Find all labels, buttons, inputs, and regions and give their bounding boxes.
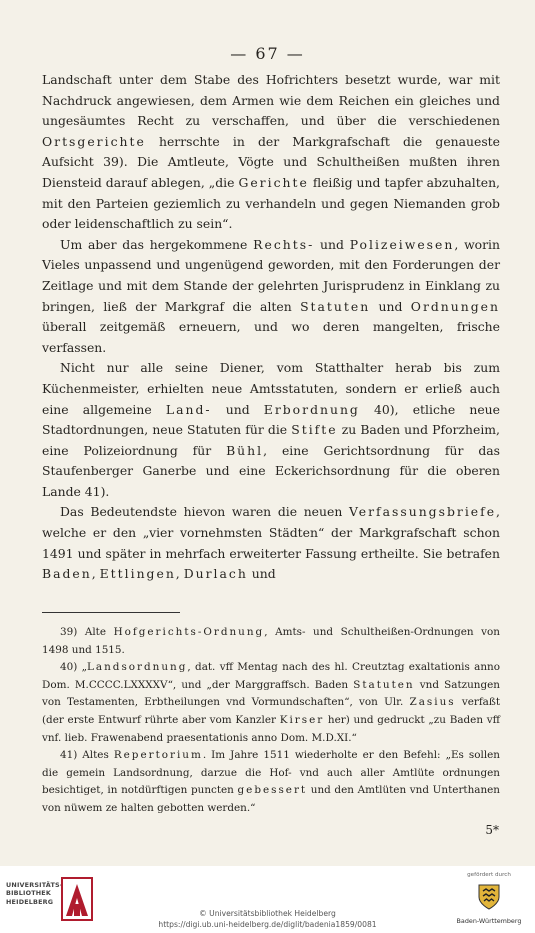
library-logo-line: UNIVERSITÄTS- <box>6 881 63 889</box>
footnotes <box>42 624 500 818</box>
text-run: . Im Jahre 1511 wiederholte er den Befehl: „Es sollen die gemein Landsordnung, darzue die Hof- vnd auch aller Amtlüte ordnungen besichtiget, in notdürftigen puncten <box>42 749 500 797</box>
spaced-emphasis: Statuten <box>300 298 371 314</box>
spaced-emphasis: Repertorium <box>113 749 203 762</box>
text-run: und <box>247 566 276 582</box>
spaced-emphasis: Ordnungen <box>410 298 500 314</box>
text-run: 40) „ <box>60 661 88 674</box>
library-emblem-icon <box>60 876 94 922</box>
text-run: , dat. vff Mentag nach des hl. Creutztag exaltationis anno Dom. M.CCCC.LXXXXV“, und „der Marggraffsch. Baden <box>42 661 500 691</box>
text-run: , welche er den „vier vornehmsten Städten“ der Markgrafschaft schon 1491 und später in mehrfach erweiterter Fassung ertheilte. Sie betrafen <box>42 504 500 561</box>
funded-by-text: gefördert durch <box>467 872 511 878</box>
paragraph <box>42 235 500 359</box>
spaced-emphasis: Stifte <box>291 422 338 438</box>
page-number: — 67 — <box>230 44 305 63</box>
text-run: und <box>314 236 350 252</box>
spaced-emphasis: Zasius <box>409 696 456 709</box>
spaced-emphasis: Rechts- <box>253 236 315 252</box>
spaced-emphasis: Erbordnung <box>263 401 360 417</box>
text-run: überall zeitgemäß erneuern, und wo deren mangelten, frische verfassen. <box>42 319 500 355</box>
paragraph <box>42 358 500 502</box>
text-run: zu Baden und Pforzheim, eine Polizeiordnung für <box>42 422 500 458</box>
signature-mark: 5* <box>485 823 499 837</box>
text-run: vnd Satzungen von Testamenten, Erbtheilungen vnd Vormundschaften“, von Ulr. <box>42 678 500 709</box>
paragraph <box>42 502 500 584</box>
spaced-emphasis: Baden <box>42 566 92 582</box>
text-run: Das Bedeutendste hievon waren die neuen <box>60 504 349 520</box>
text-run: , worin Vieles unpassend und ungenügend geworden, mit den Forderungen der Zeitlage und mit dem Stande der gelehrten Jurisprudenz in Einklang zu bringen, ließ der Markgraf die alten <box>42 236 501 314</box>
copyright-text: © Universitätsbibliothek Heidelberg <box>199 909 336 918</box>
spaced-emphasis: Landsordnung <box>87 661 188 674</box>
library-logo-line: BIBLIOTHEK <box>6 889 52 898</box>
body-text <box>42 70 500 585</box>
text-run: , <box>175 566 184 582</box>
text-run: und <box>211 401 264 417</box>
text-run: und <box>370 298 411 314</box>
spaced-emphasis: Durlach <box>183 566 248 582</box>
spaced-emphasis: Bühl <box>226 442 264 458</box>
source-url-link[interactable]: https://digi.ub.uni-heidelberg.de/diglit/badenia1859/0081 <box>158 920 377 929</box>
text-run: , <box>91 566 100 582</box>
spaced-emphasis: gebessert <box>237 784 308 797</box>
library-logo <box>6 875 98 927</box>
spaced-emphasis: Kirser <box>279 713 325 726</box>
spaced-emphasis: Gerichte <box>238 174 309 190</box>
text-run: Landschaft unter dem Stabe des Hofrichters besetzt wurde, war mit Nachdruck angewiesen, dem Armen wie dem Reichen ein gleiches und ungesäumtes Recht zu verschaffen, und über die verschiedenen <box>42 72 500 129</box>
footnote <box>42 747 500 817</box>
spaced-emphasis: Hofgerichts-Ordnung <box>113 626 265 638</box>
spaced-emphasis: Polizeiwesen <box>349 236 455 252</box>
text-run: 41) Altes <box>60 749 114 762</box>
text-run: Nicht nur alle seine Diener, vom Statthalter herab bis zum Küchenmeister, erhielten neue Amtsstatuten, sondern er erließ auch eine allgemeine <box>42 360 500 417</box>
text-run: fleißig und tapfer abzuhalten, mit den Parteien geziemlich zu verhandeln und gegen Niemanden grob oder leidenschaftlich zu sein“. <box>42 174 500 232</box>
footer-credits <box>110 908 425 930</box>
footnote <box>42 624 500 659</box>
spaced-emphasis: Verfassungsbriefe <box>348 504 497 520</box>
text-run: , eine Gerichtsordnung für das Staufenberger Ganerbe und eine Eckerichsordnung für die oberen Lande 41). <box>42 442 500 499</box>
text-run: her) und gedruckt „zu Baden vff vnf. lieb. Frawenabend praesentationis anno Dom. M.D.XI.“ <box>42 713 500 744</box>
text-run: herrschte in der Markgrafschaft die genaueste Aufsicht 39). Die Amtleute, Vögte und Schultheißen mußten ihren Diensteid darauf ablegen, „die <box>42 133 500 190</box>
library-logo-text <box>6 881 63 906</box>
paragraph <box>42 70 500 235</box>
footnote-divider <box>42 612 180 613</box>
state-crest-icon <box>474 881 504 911</box>
text-run: verfaßt (der erste Entwurf rührte aber vom Kanzler <box>42 696 500 726</box>
text-run: Um aber das hergekommene <box>60 236 254 252</box>
spaced-emphasis: Statuten <box>353 678 415 691</box>
spaced-emphasis: Ortsgerichte <box>42 133 146 149</box>
state-name-text: Baden-Württemberg <box>456 917 522 925</box>
text-run: , Amts- und Schultheißen-Ordnungen von 1498 und 1515. <box>42 626 500 656</box>
footnote <box>42 659 500 747</box>
spaced-emphasis: Ettlingen <box>99 566 176 582</box>
text-run: und den Amtlüten vnd Unterthanen von nüwem ze halten gebotten werden.“ <box>42 784 501 814</box>
text-run: 40), etliche neue Stadtordnungen, neue Statuten für die <box>42 401 500 438</box>
funder-logo <box>451 872 527 928</box>
library-logo-line: HEIDELBERG <box>6 897 54 906</box>
text-run: 39) Alte <box>60 626 114 638</box>
spaced-emphasis: Land- <box>165 401 212 417</box>
footer-bar <box>0 866 535 933</box>
